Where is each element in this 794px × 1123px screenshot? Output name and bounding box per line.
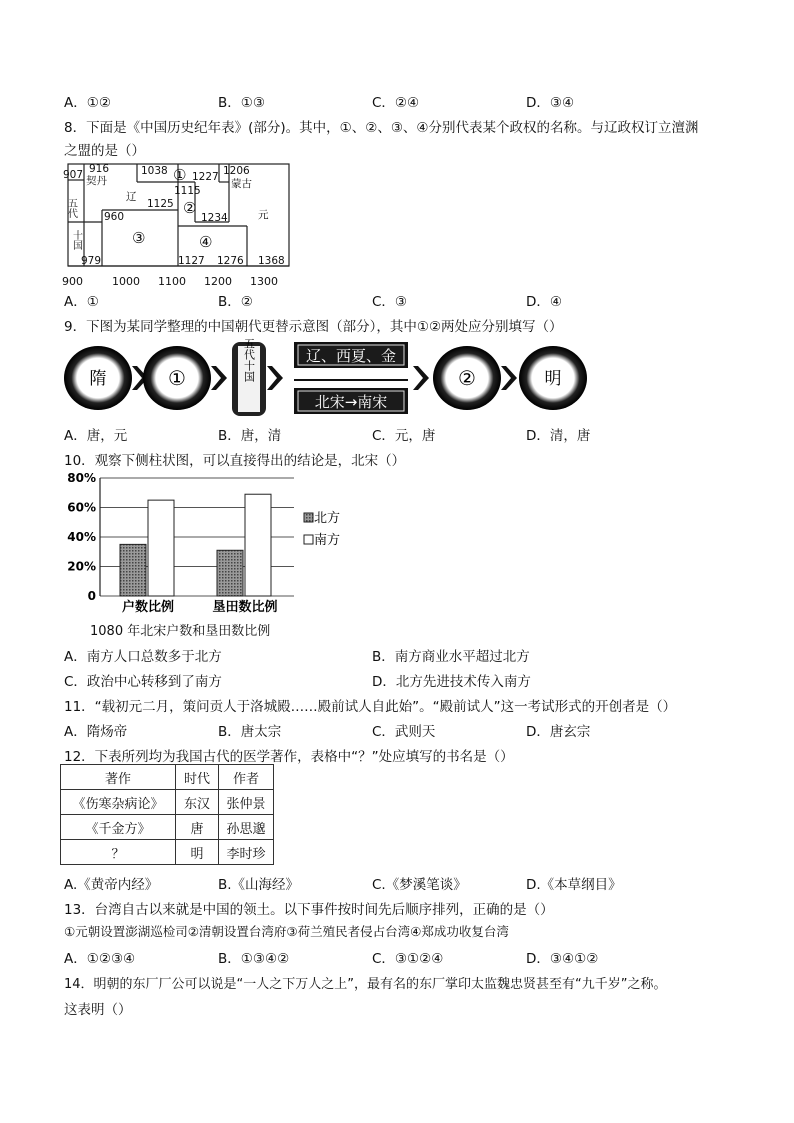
table-row [61,840,274,865]
q11-option-a: A．隋炀帝 [64,724,128,740]
q9-dynasty-flow [62,336,592,420]
table-cell: 孙思邈 [219,815,274,840]
tl-wudai: 五代 [65,198,77,218]
table-cell: 东汉 [176,790,219,815]
x-tick-label: 垦田数比例 [212,600,278,615]
x-tick-label: 户数比例 [121,600,175,615]
y-tick-label: 80% [67,471,96,485]
table-cell: 张仲景 [219,790,274,815]
table-header: 著作 [61,765,176,790]
q7-option-a: A．①② [64,95,111,111]
table-row [61,815,274,840]
tl-1206: 1206 [223,165,250,177]
table-cell: 《千金方》 [61,815,176,840]
y-tick-label: 60% [67,500,96,515]
q13-option-a: A．①②③④ [64,951,136,967]
q9-option-b: B．唐，清 [218,428,282,444]
table-header: 作者 [219,765,274,790]
tl-1234: 1234 [201,212,228,224]
table-header: 时代 [176,765,219,790]
table-cell: 《伤寒杂病论》 [61,790,176,815]
flow-bottom-box: 北宋→南宋 [314,393,388,411]
q9-option-a: A．唐，元 [64,428,128,444]
q10-stem: 10．观察下侧柱状图，可以直接得出的结论是，北宋（） [64,453,406,469]
tl-1125: 1125 [147,198,174,210]
tl-khitan: 契丹 [86,175,107,187]
flow-ming: 明 [544,369,562,389]
tl-1038: 1038 [141,165,168,177]
q7-option-d: D．③④ [526,95,575,111]
q8-stem-line1: 8．下面是《中国历史纪年表》(部分)。其中，①、②、③、④分别代表某个政权的名称。与辽政权订立澶渊 [64,120,699,136]
tl-yuan: 元 [258,209,269,221]
q13-stem: 13．台湾自古以来就是中国的领土。以下事件按时间先后顺序排列，正确的是（） [64,902,554,918]
q13-option-c: C．③①②④ [372,951,444,967]
legend-swatch [304,535,313,544]
table-cell: 明 [176,840,219,865]
q12-option-d: D.《本草纲目》 [526,877,622,893]
q12-option-c: C.《梦溪笔谈》 [372,877,467,893]
y-tick-label: 40% [67,530,96,544]
legend-label: 北方 [314,511,341,526]
table-cell: 李时珍 [219,840,274,865]
q12-medical-table [60,764,274,865]
tl-axis-1200: 1200 [204,275,232,288]
q11-option-c: C．武则天 [372,724,436,740]
bar-北方-户数比例 [120,544,146,596]
q9-stem: 9．下图为某同学整理的中国朝代更替示意图（部分），其中①②两处应分别填写（） [64,319,563,335]
q8-option-c: C．③ [372,294,408,310]
q13-option-b: B．①③④② [218,951,290,967]
y-tick-label: 20% [67,559,96,574]
legend-label: 南方 [314,533,341,548]
q13-option-d: D．③④①② [526,951,599,967]
q8-stem-line2: 之盟的是（） [64,143,145,159]
table-cell: 唐 [176,815,219,840]
q11-option-b: B．唐太宗 [218,724,282,740]
bar-北方-垦田数比例 [217,550,243,596]
tl-regime-1: ① [173,166,187,184]
legend-swatch [304,513,313,522]
tl-1227: 1227 [192,171,219,183]
tl-axis-1300: 1300 [250,275,278,288]
q12-stem: 12．下表所列均为我国古代的医学著作，表格中“？”处应填写的书名是（） [64,749,514,765]
tl-shiguo: 十国 [70,230,82,250]
flow-blank-1: ① [168,366,186,390]
bar-南方-垦田数比例 [245,494,271,596]
tl-907: 907 [63,169,84,181]
q9-option-c: C．元，唐 [372,428,436,444]
tl-mongol: 蒙古 [231,178,252,190]
q8-option-b: B．② [218,294,253,310]
tl-axis-1100: 1100 [158,275,186,288]
q9-option-d: D．清，唐 [526,428,591,444]
flow-blank-2: ② [458,366,476,390]
q10-option-c: C．政治中心转移到了南方 [64,674,222,690]
flow-wudai-shiguo: 五代十国 [242,338,256,382]
tl-1127: 1127 [178,255,205,267]
q14-stem-line1: 14．明朝的东厂厂公可以说是“一人之下万人之上”，最有名的东厂掌印太监魏忠贤甚至有“九千岁”之称。 [64,977,667,992]
q10-option-d: D．北方先进技术传入南方 [372,674,531,690]
table-header-row [61,765,274,790]
tl-regime-2: ② [183,199,197,217]
q10-chart-caption: 1080 年北宋户数和垦田数比例 [90,624,271,639]
tl-916: 916 [89,163,110,175]
tl-1276: 1276 [217,255,244,267]
q8-option-a: A．① [64,294,99,310]
tl-axis-900: 900 [62,275,83,288]
q12-option-a: A.《黄帝内经》 [64,877,159,893]
q12-option-b: B.《山海经》 [218,877,300,893]
q10-option-a: A．南方人口总数多于北方 [64,649,222,665]
y-tick-label: 0 [87,589,96,603]
tl-regime-3: ③ [132,229,146,247]
bar-南方-户数比例 [148,500,174,596]
tl-liao: 辽 [126,191,137,203]
q7-option-b: B．①③ [218,95,265,111]
tl-regime-4: ④ [199,233,213,251]
q10-bar-chart [60,466,370,618]
q8-timeline-figure [62,160,302,290]
tl-1115: 1115 [174,185,201,197]
table-row [61,790,274,815]
q7-option-c: C．②④ [372,95,420,111]
tl-960: 960 [104,211,125,223]
flow-sui: 隋 [89,369,107,389]
q10-option-b: B．南方商业水平超过北方 [372,649,530,665]
tl-1368: 1368 [258,255,285,267]
table-cell: ？ [61,840,176,865]
q8-option-d: D．④ [526,294,562,310]
q11-option-d: D．唐玄宗 [526,724,591,740]
tl-axis-1000: 1000 [112,275,140,288]
tl-979: 979 [81,255,102,267]
q14-stem-line2: 这表明（） [64,1002,132,1018]
q13-events: ①元朝设置澎湖巡检司②清朝设置台湾府③荷兰殖民者侵占台湾④郑成功收复台湾 [64,924,509,939]
q11-stem: 11．“载初元二月，策问贡人于洛城殿……殿前试人自此始”。“殿前试人”这一考试形式的开创者是（） [64,699,677,715]
flow-top-box: 辽、西夏、金 [305,347,397,365]
